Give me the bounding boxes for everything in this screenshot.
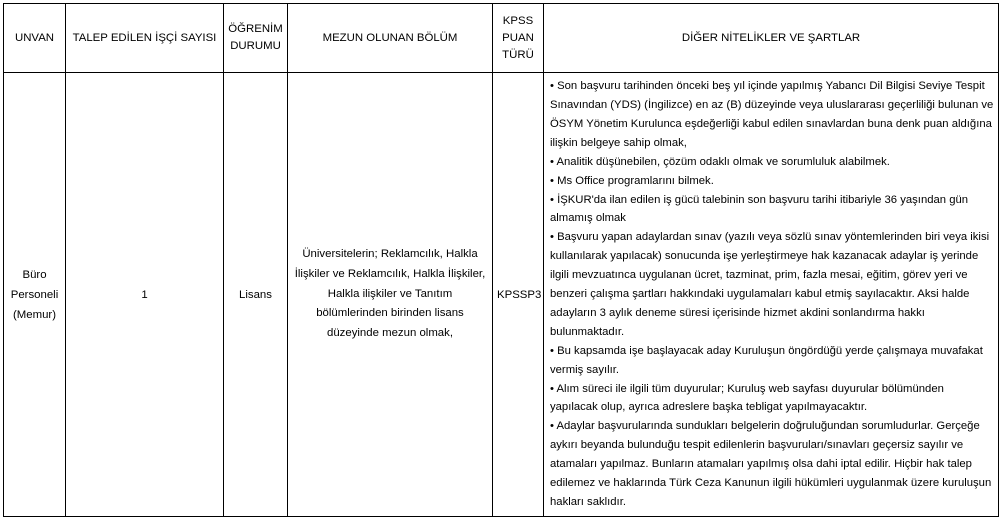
cell-mezun-bolum: Üniversitelerin; Reklamcılık, Halkla İlişkiler ve Reklamcılık, Halkla İlişkiler, Halkla ilişkiler ve Tanıtım bölümlerinden birinden lisans düzeyinde mezun olmak, [288, 73, 493, 517]
cell-kpss-puan-turu: KPSSP3 [493, 73, 544, 517]
header-mezun-bolum: MEZUN OLUNAN BÖLÜM [288, 4, 493, 73]
job-posting-table [3, 3, 999, 517]
header-row [4, 4, 999, 73]
cell-diger-nitelikler [544, 73, 999, 517]
cell-unvan: Büro Personeli (Memur) [4, 73, 66, 517]
header-unvan: UNVAN [4, 4, 66, 73]
cell-ogrenim-durumu: Lisans [224, 73, 288, 517]
header-kpss-puan-turu: KPSS PUAN TÜRÜ [493, 4, 544, 73]
header-ogrenim-durumu: ÖĞRENİM DURUMU [224, 4, 288, 73]
list-item: • Başvuru yapan adaylardan sınav (yazılı veya sözlü sınav yöntemlerinden biri veya ikisi kullanılarak yapılacak) sonucunda işe yerleştirmeye hak kazanacak adaylar iş yerinde ilgili mevzuatınca uygulanan ücret, tazminat, prim, fazla mesai, eğitim, görev yeri ve benzeri çalışma şartları hakkındaki uygulamaları kabul etmiş sayılacaktır. Aksi halde adayların 3 aylık deneme süresi içerisinde hizmet akdini sonlandırma hakkı bulunmaktadır. [550, 231, 990, 338]
list-item: • Son başvuru tarihinden önceki beş yıl içinde yapılmış Yabancı Dil Bilgisi Seviye Tespit Sınavından (YDS) (İngilizce) en az (B) düzeyinde veya uluslararası geçerliliği bulunan ve ÖSYM Yönetim Kurulunca eşdeğerliği kabul edilen sınavlardan buna denk puan aldığına ilişkin belgeye sahip olmak, [550, 80, 994, 149]
list-item: • Bu kapsamda işe başlayacak aday Kuruluşun öngördüğü yerde çalışmaya muvafakat vermiş sayılır. [550, 344, 983, 376]
conditions-list [550, 77, 994, 512]
list-item: • Ms Office programlarını bilmek. [550, 174, 714, 187]
list-item: • Analitik düşünebilen, çözüm odaklı olmak ve sorumluluk alabilmek. [550, 155, 890, 168]
table-row [4, 73, 999, 517]
list-item: • Alım süreci ile ilgili tüm duyurular; Kuruluş web sayfası duyurular bölümünden yapılacak olup, ayrıca adreslere başka tebligat yapılmayacaktır. [550, 382, 944, 414]
list-item: • İŞKUR'da ilan edilen iş gücü talebinin son başvuru tarihi itibariyle 36 yaşından gün almamış olmak [550, 193, 969, 225]
header-diger-nitelikler: DİĞER NİTELİKLER VE ŞARTLAR [544, 4, 999, 73]
list-item: • Adaylar başvurularında sundukları belgelerin doğruluğundan sorumludurlar. Gerçeğe aykırı beyanda bulunduğu tespit edilenlerin başvuruları/sınavları geçersiz sayılır ve atamaları yapılmaz. Bunların atamaları yapılmış olsa dahi iptal edilir. Hiçbir hak talep edilemez ve haklarında Türk Ceza Kanunun ilgili hükümleri uygulanmak üzere kuruluşun hakları saklıdır. [550, 420, 992, 509]
cell-talep-sayisi: 1 [66, 73, 224, 517]
header-talep-sayisi: TALEP EDİLEN İŞÇİ SAYISI [66, 4, 224, 73]
